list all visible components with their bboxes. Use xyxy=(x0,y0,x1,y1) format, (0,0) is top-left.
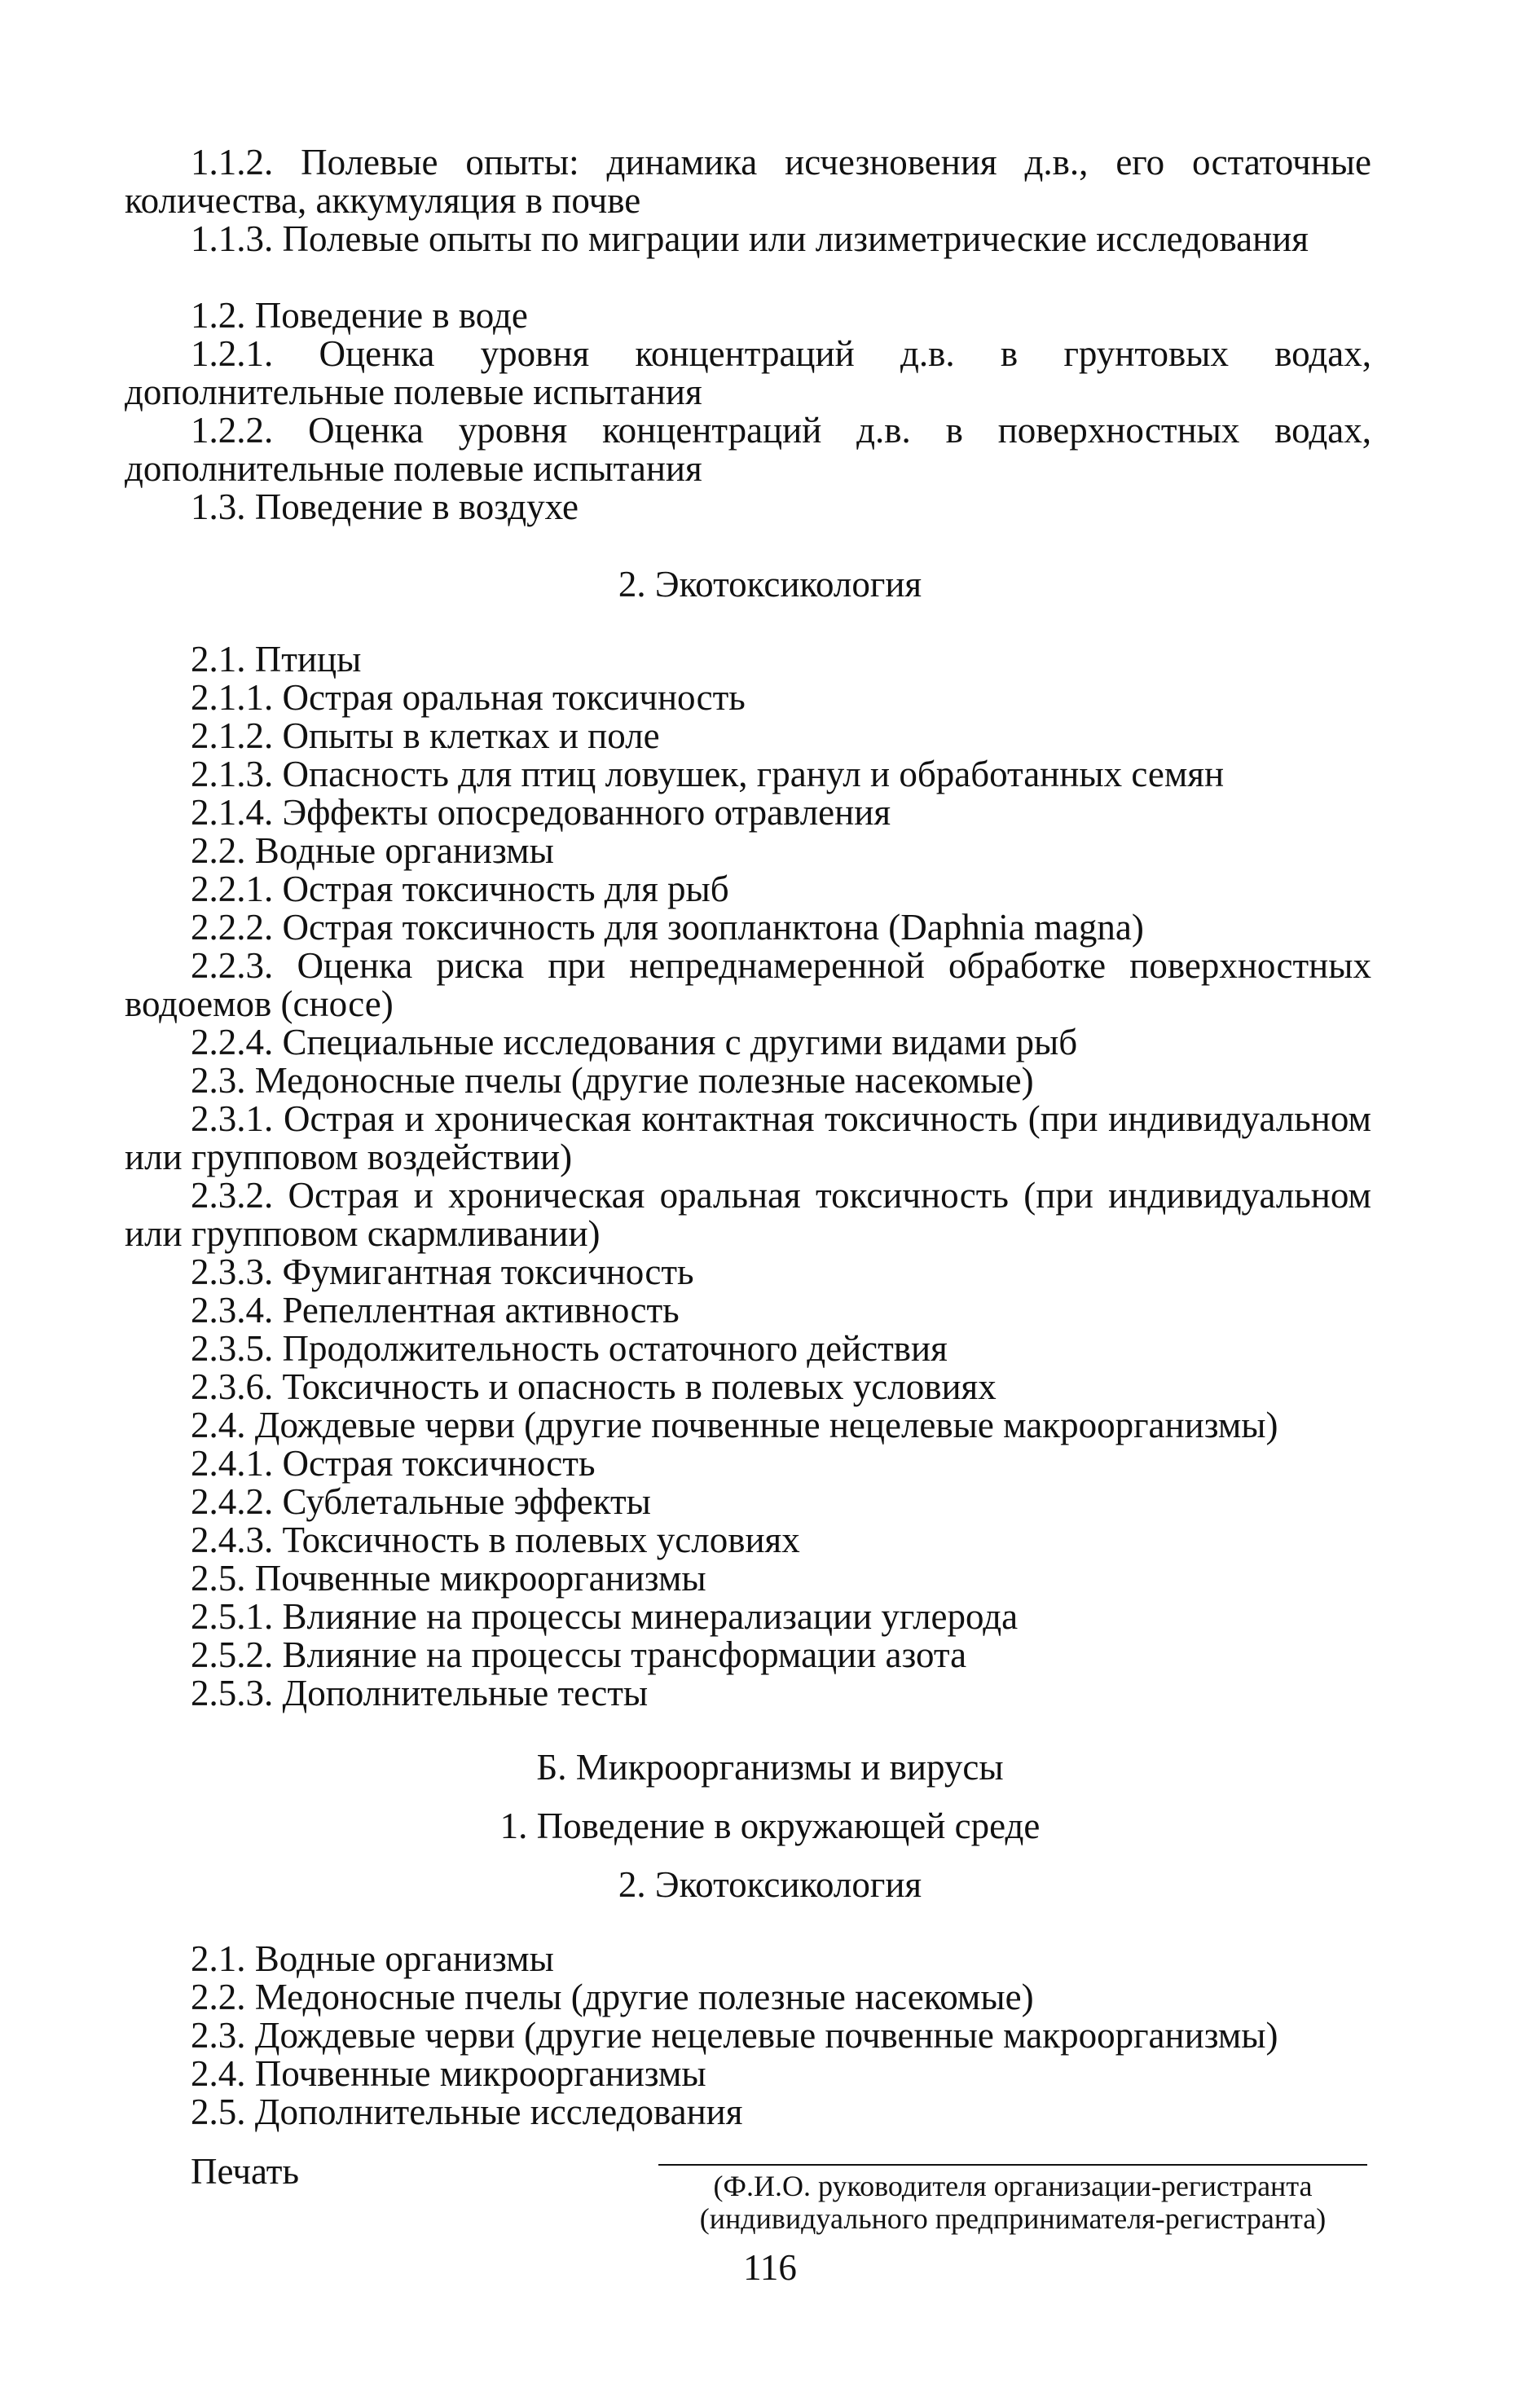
list-item: 2.2.4. Специальные исследования с другими видами рыб xyxy=(191,1022,1078,1062)
section-heading: Б. Микроорганизмы и вирусы xyxy=(536,1747,1004,1788)
subsection-heading: 2. Экотоксикология xyxy=(618,1864,922,1905)
stamp-label: Печать xyxy=(191,2151,299,2192)
list-item: 1.3. Поведение в воздухе xyxy=(191,486,579,527)
list-item: 2.1. Птицы xyxy=(191,639,362,680)
list-item: 2.1.3. Опасность для птиц ловушек, гранул и обработанных семян xyxy=(191,754,1225,794)
list-item: 2.2. Медоносные пчелы (другие полезные насекомые) xyxy=(191,1977,1034,2017)
list-item: 1.2. Поведение в воде xyxy=(191,295,528,336)
list-item: 2.5. Дополнительные исследования xyxy=(191,2092,743,2132)
list-item: 2.4. Дождевые черви (другие почвенные нецелевые макроорганизмы) xyxy=(191,1405,1278,1445)
list-item: 2.1.4. Эффекты опосредованного отравления xyxy=(191,792,891,833)
list-item: 1.2.2. Оценка уровня концентраций д.в. в поверхностных водах, дополнительные полевые испытания xyxy=(125,410,1371,489)
list-item: 2.3. Медоносные пчелы (другие полезные насекомые) xyxy=(191,1060,1034,1101)
list-item: 2.3.6. Токсичность и опасность в полевых условиях xyxy=(191,1366,997,1407)
list-item: 2.3.4. Репеллентная активность xyxy=(191,1290,680,1331)
list-item: 2.3.3. Фумигантная токсичность xyxy=(191,1251,694,1292)
list-item: 2.3.5. Продолжительность остаточного действия xyxy=(191,1328,948,1369)
list-item: 1.2.1. Оценка уровня концентраций д.в. в грунтовых водах, дополнительные полевые испытания xyxy=(125,333,1371,412)
list-item: 2.3.2. Острая и хроническая оральная токсичность (при индивидуальном или групповом скармливании) xyxy=(125,1175,1371,1254)
list-item: 2.3. Дождевые черви (другие нецелевые почвенные макроорганизмы) xyxy=(191,2015,1278,2056)
list-item: 2.2.2. Острая токсичность для зоопланктона (Daphnia magna) xyxy=(191,907,1144,948)
list-item: 2.1.1. Острая оральная токсичность xyxy=(191,677,746,718)
list-item: 2.5. Почвенные микроорганизмы xyxy=(191,1558,706,1599)
list-item: 1.1.2. Полевые опыты: динамика исчезновения д.в., его остаточные количества, аккумуляция в почве xyxy=(125,142,1371,221)
signature-line xyxy=(658,2164,1367,2166)
section-heading: 2. Экотоксикология xyxy=(618,564,922,605)
list-item: 2.2.3. Оценка риска при непреднамеренной обработке поверхностных водоемов (сносе) xyxy=(125,945,1371,1024)
signature-caption-line1: (Ф.И.О. руководителя организации-регистранта xyxy=(713,2170,1313,2202)
list-item: 2.5.3. Дополнительные тесты xyxy=(191,1673,649,1713)
list-item: 2.4.1. Острая токсичность xyxy=(191,1443,596,1484)
list-item: 2.2.1. Острая токсичность для рыб xyxy=(191,869,729,909)
list-item: 2.5.2. Влияние на процессы трансформации азота xyxy=(191,1634,967,1675)
list-item: 2.5.1. Влияние на процессы минерализации углерода xyxy=(191,1596,1019,1637)
list-item: 2.1. Водные организмы xyxy=(191,1938,554,1979)
list-item: 2.4.3. Токсичность в полевых условиях xyxy=(191,1520,800,1560)
list-item: 2.4. Почвенные микроорганизмы xyxy=(191,2053,706,2094)
list-item: 2.1.2. Опыты в клетках и поле xyxy=(191,715,660,756)
subsection-heading: 1. Поведение в окружающей среде xyxy=(499,1806,1041,1846)
list-item: 2.4.2. Сублетальные эффекты xyxy=(191,1481,651,1522)
list-item: 2.3.1. Острая и хроническая контактная токсичность (при индивидуальном или групповом воздействии) xyxy=(125,1098,1371,1177)
list-item: 1.1.3. Полевые опыты по миграции или лизиметрические исследования xyxy=(191,218,1309,259)
signature-caption-line2: (индивидуального предпринимателя-регистранта) xyxy=(699,2202,1327,2235)
list-item: 2.2. Водные организмы xyxy=(191,830,554,871)
page-number: 116 xyxy=(743,2247,797,2288)
